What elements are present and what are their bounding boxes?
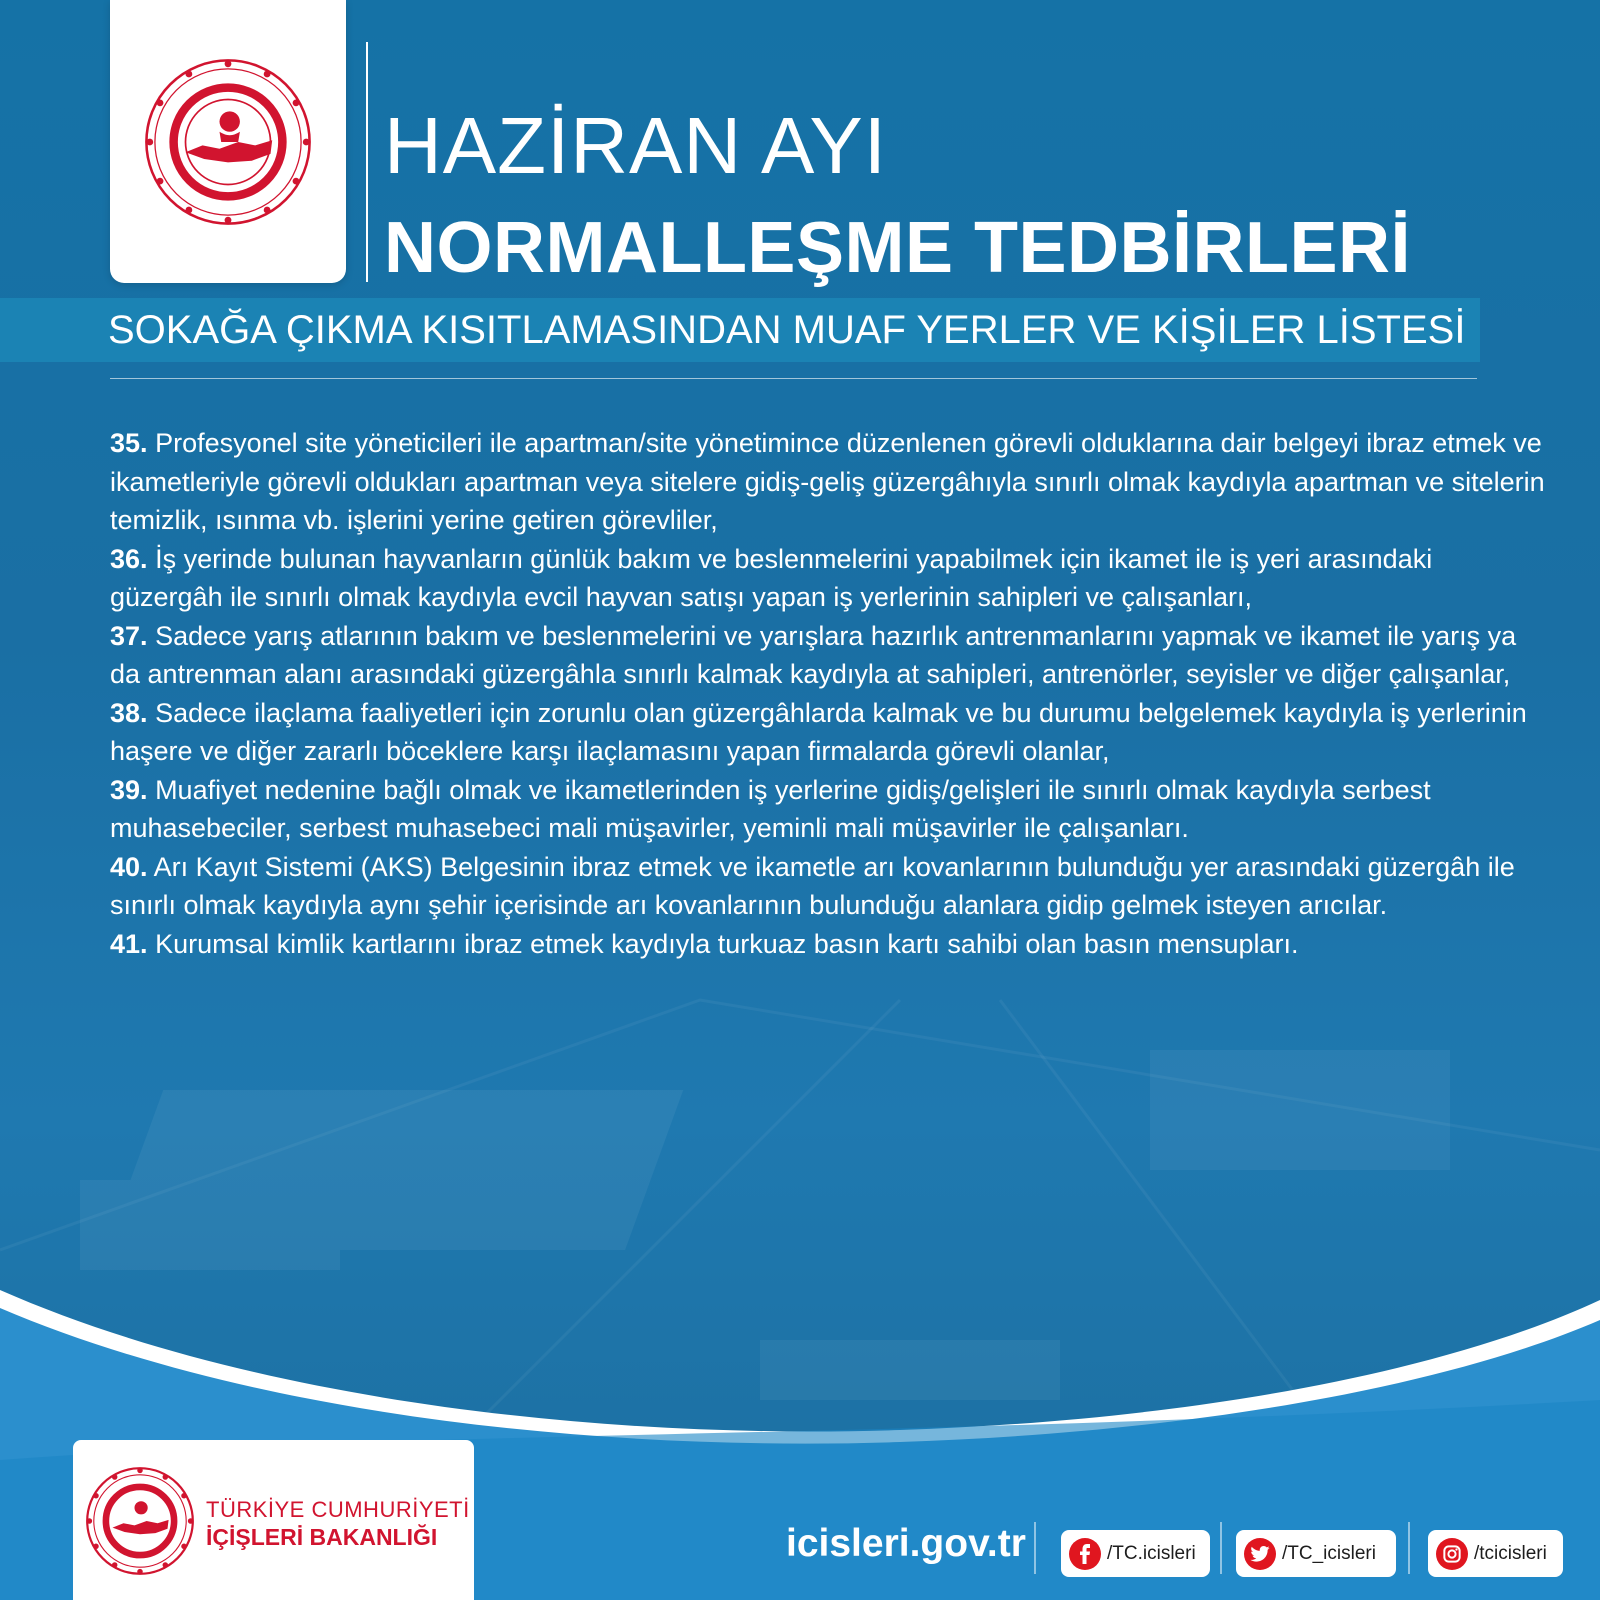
item-number: 39. (110, 774, 148, 805)
facebook-handle: /TC.icisleri (1107, 1542, 1196, 1564)
list-item (110, 540, 1550, 617)
social-twitter[interactable] (1236, 1530, 1396, 1577)
item-number: 37. (110, 620, 148, 651)
ministry-seal-icon (85, 1466, 195, 1576)
footer-separator (1408, 1522, 1410, 1574)
social-instagram[interactable] (1428, 1530, 1563, 1577)
ministry-footer-card (73, 1440, 474, 1600)
item-number: 41. (110, 928, 148, 959)
title-month: HAZİRAN AYI (384, 101, 887, 190)
page-title: NORMALLEŞME TEDBİRLERİ (384, 208, 1411, 288)
footer-separator (1034, 1522, 1036, 1574)
twitter-icon (1244, 1538, 1276, 1570)
title-divider (366, 42, 368, 282)
item-text: Profesyonel site yöneticileri ile apartman/site yönetimince düzenlenen görevli olduklarına dair belgeyi ibraz etmek ve ikametleriyle görevli oldukları apartman veya sitelere gidiş-geliş güzergâhıyla sınırlı olmak kaydıyla apartman ve sitelerin temizlik, ısınma vb. işlerini yerine getiren görevliler, (110, 428, 1545, 535)
header-rule (110, 378, 1477, 379)
list-item (110, 424, 1550, 540)
header-logo-card (110, 0, 346, 283)
list-item (110, 848, 1550, 925)
ministry-name-line1: TÜRKİYE CUMHURİYETİ (206, 1497, 470, 1522)
social-facebook[interactable] (1061, 1530, 1210, 1577)
twitter-handle: /TC_icisleri (1282, 1542, 1376, 1564)
page-subtitle: SOKAĞA ÇIKMA KISITLAMASINDAN MUAF YERLER VE KİŞİLER LİSTESİ (108, 308, 1466, 352)
item-number: 40. (110, 851, 148, 882)
list-item (110, 925, 1550, 964)
item-number: 38. (110, 697, 148, 728)
footer-separator (1220, 1522, 1222, 1574)
item-text: Arı Kayıt Sistemi (AKS) Belgesinin ibraz etmek ve ikametle arı kovanlarının bulunduğu yer arasındaki güzergâh ile sınırlı olmak kaydıyla aynı şehir içerisinde arı kovanlarının bulunduğu alanlara gidip gelmek isteyen arıcılar. (110, 851, 1515, 920)
ministry-name-line2: İÇİŞLERİ BAKANLIĞI (206, 1524, 438, 1550)
list-item (110, 694, 1550, 771)
item-text: Sadece yarış atlarının bakım ve beslenmelerini ve yarışlara hazırlık antrenmanlarını yapmak ve ikamet ile yarış ya da antrenman alanı arasındaki güzergâhla sınırlı kalmak kaydıyla at sahipleri, antrenörler, seyisler ve diğer çalışanlar, (110, 620, 1517, 689)
item-text: Muafiyet nedenine bağlı olmak ve ikametlerinden iş yerlerine gidiş/gelişleri ile sınırlı olmak kaydıyla serbest muhasebeciler, serbest muhasebeci mali müşavirler, yeminli mali müşavirler ile çalışanları. (110, 774, 1431, 843)
item-number: 35. (110, 428, 148, 458)
list-item (110, 771, 1550, 848)
instagram-icon (1436, 1538, 1468, 1570)
item-text: Sadece ilaçlama faaliyetleri için zorunlu olan güzergâhlarda kalmak ve bu durumu belgelemek kaydıyla iş yerlerinin haşere ve diğer zararlı böceklere karşı ilaçlamasını yapan firmalarda görevli olanlar, (110, 697, 1527, 766)
list-item (110, 617, 1550, 694)
exemption-list (110, 424, 1550, 963)
item-text: İş yerinde bulunan hayvanların günlük bakım ve beslenmelerini yapabilmek için ikamet ile iş yeri arasındaki güzergâh ile sınırlı olmak kaydıyla evcil hayvan satışı yapan iş yerlerinin sahipleri ve çalışanları, (110, 543, 1433, 612)
item-number: 36. (110, 543, 148, 574)
website-link[interactable]: icisleri.gov.tr (786, 1522, 1026, 1565)
ministry-seal-icon (143, 57, 313, 227)
facebook-icon (1069, 1538, 1101, 1570)
item-text: Kurumsal kimlik kartlarını ibraz etmek kaydıyla turkuaz basın kartı sahibi olan basın mensupları. (155, 928, 1299, 959)
instagram-handle: /tcicisleri (1474, 1542, 1547, 1564)
